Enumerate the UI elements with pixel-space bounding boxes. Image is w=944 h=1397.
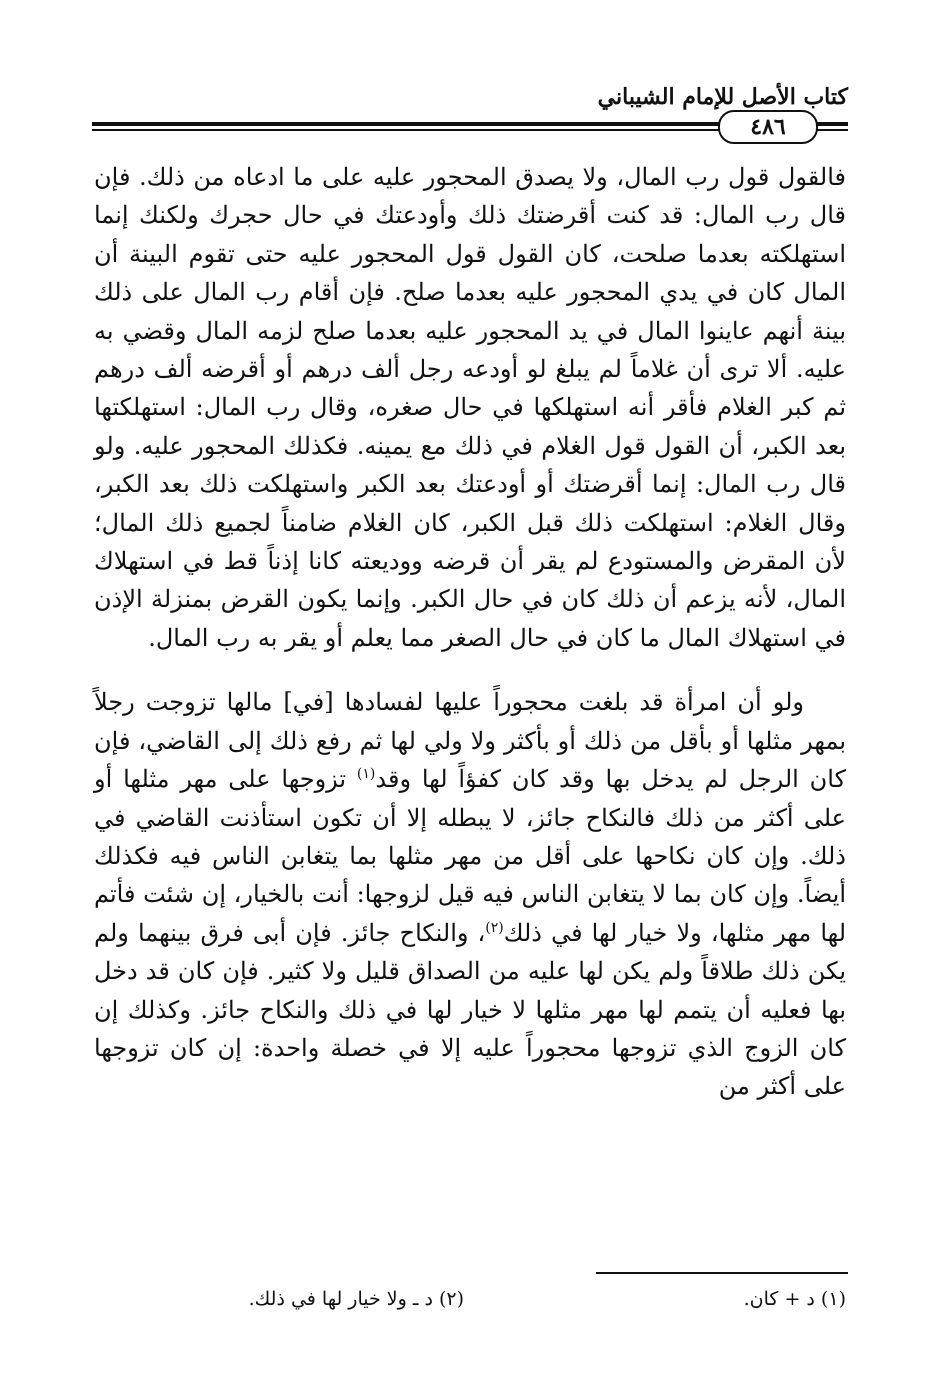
footnotes (94, 1288, 846, 1318)
footnote-1: (١) د + كان. (743, 1288, 846, 1310)
footnote-2: (٢) د ـ ولا خيار لها في ذلك. (248, 1288, 464, 1310)
paragraph-2 (94, 683, 846, 1105)
paragraph-2-part-2: تزوجها على مهر مثلها أو على أكثر من ذلك فالنكاح جائز، لا يبطله إلا أن تكون استأذنت القاضي في ذلك. وإن كان نكاحها على أقل من مهر مثلها بما يتغابن الناس فيه فكذلك أيضاً. وإن كان بما لا يتغابن الناس فيه قيل لزوجها: أنت بالخيار، إن شئت فأتم لها مهر مثلها، ولا خيار لها في ذلك (94, 765, 847, 947)
body-text (94, 158, 846, 1106)
book-title: كتاب الأصل للإمام الشيباني (597, 84, 848, 110)
paragraph-2-part-3: ، والنكاح جائز. فإن أبى فرق بينهما ولم يكن ذلك طلاقاً ولم يكن لها عليه من الصداق قليل ولا كثير. فإن كان قد دخل بها فعليه أن يتمم لها مهر مثلها لا خيار لها في ذلك والنكاح جائز. وكذلك إن كان الزوج الذي تزوجها محجوراً عليه إلا في خصلة واحدة: إن كان تزوجها على أكثر من (94, 918, 847, 1101)
paragraph-1: فالقول قول رب المال، ولا يصدق المحجور عليه على ما ادعاه من ذلك. فإن قال رب المال: قد كنت أقرضتك ذلك وأودعتك في حال حجرك ولكنك إنما استهلكته بعدما صلحت، كان القول قول المحجور عليه حتى تقوم البينة أن المال كان في يدي المحجور عليه بعدما صلح. فإن أقام رب المال على ذلك بينة أنهم عاينوا المال في يد المحجور عليه بعدما صلح لزمه المال وقضي به عليه. ألا ترى أن غلاماً لم يبلغ لو أودعه رجل ألف درهم أو أقرضه ألف درهم ثم كبر الغلام فأقر أنه استهلكها في حال صغره، وقال رب المال: استهلكتها بعد الكبر، أن القول قول الغلام في ذلك مع يمينه. فكذلك المحجور عليه. ولو قال رب المال: إنما أقرضتك أو أودعتك بعد الكبر واستهلكت ذلك بعد الكبر، وقال الغلام: استهلكت ذلك قبل الكبر، كان الغلام ضامناً لجميع ذلك المال؛ لأن المقرض والمستودع لم يقر أن قرضه ووديعته كانا إذناً قط في استهلاك المال، لأنه يزعم أن ذلك كان في حال الكبر. وإنما يكون القرض بمنزلة الإذن في استهلاك المال ما كان في حال الصغر مما يعلم أو يقر به رب المال. (94, 163, 846, 652)
footnote-ref-1: (١) (356, 766, 376, 783)
page-number: ٤٨٦ (718, 110, 818, 144)
page-header (92, 78, 848, 158)
footnote-separator (596, 1272, 848, 1274)
footnote-ref-2: (٢) (485, 919, 504, 936)
paragraph-spacer (94, 657, 846, 683)
paragraph-2-part-1: ولو أن امرأة قد بلغت محجوراً عليها لفسادها [في] مالها تزوجت رجلاً بمهر مثلها أو بأقل من ذلك أو بأكثر ولا ولي لها ثم رفع ذلك إلى القاضي، فإن كان الرجل لم يدخل بها وقد كان كفؤاً لها وقد (94, 688, 846, 794)
